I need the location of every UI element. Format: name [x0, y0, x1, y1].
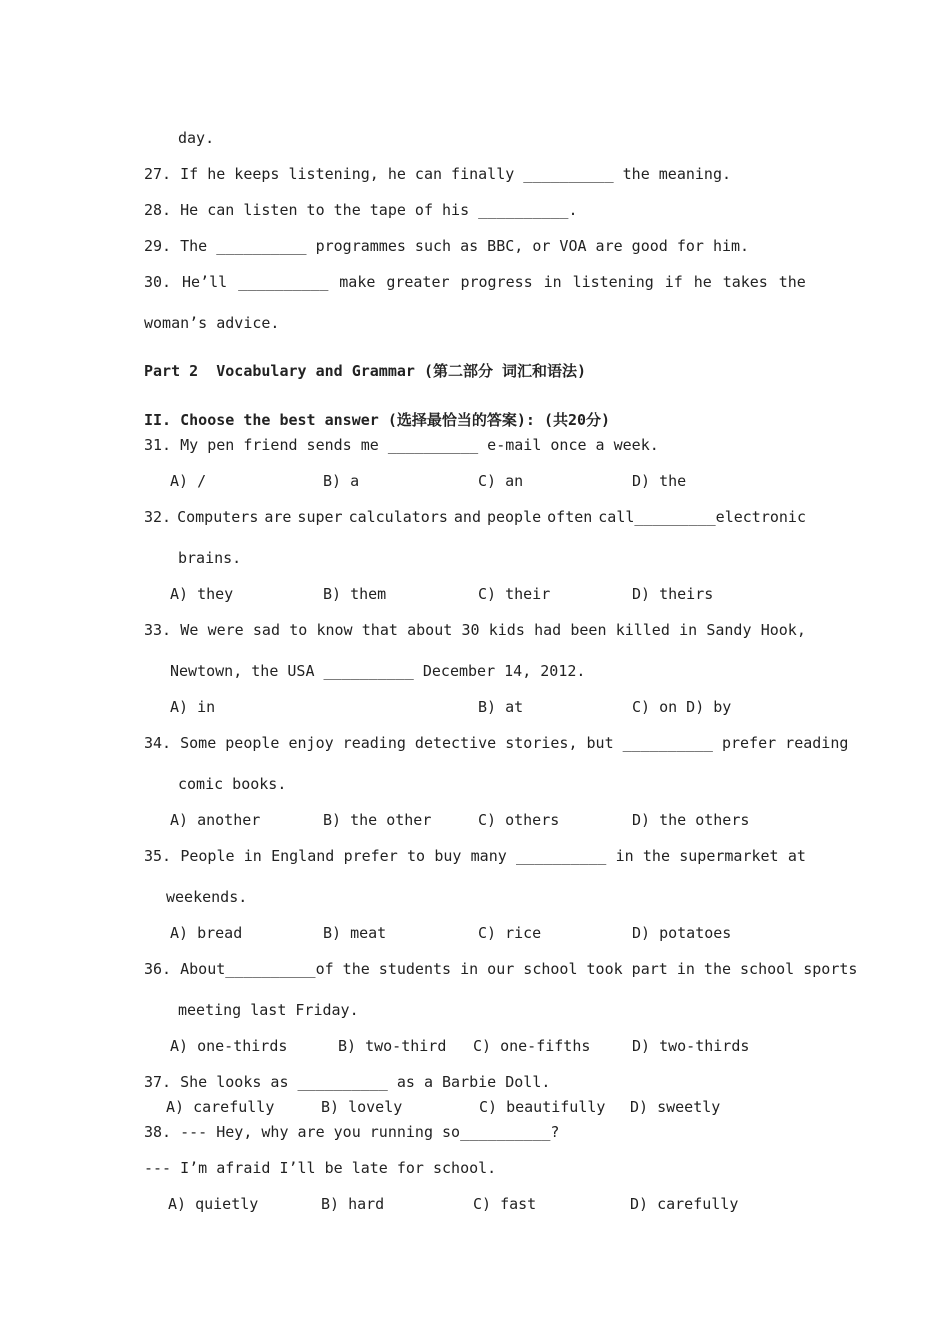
question-38-line2: --- I’m afraid I’ll be late for school.: [144, 1159, 497, 1177]
option-a: A) bread: [170, 924, 243, 942]
option-d: D) two-thirds: [632, 1037, 750, 1055]
question-36-line2: meeting last Friday.: [178, 1001, 359, 1019]
question-31: 31. My pen friend sends me __________ e-mail once a week.: [144, 436, 659, 454]
word: listening: [572, 273, 654, 291]
option-b: B) hard: [321, 1195, 385, 1213]
word: people: [486, 508, 542, 526]
question-34-line2: comic books.: [178, 775, 287, 793]
question-32-line1: [144, 507, 806, 527]
word: know: [316, 621, 353, 639]
option-b: B) lovely: [321, 1098, 403, 1116]
question-37: 37. She looks as __________ as a Barbie Doll.: [144, 1073, 551, 1091]
option-d: D) the others: [632, 811, 750, 829]
word: People: [180, 847, 235, 865]
word: make: [339, 273, 376, 291]
word: in: [615, 847, 634, 865]
word: Computers: [177, 508, 259, 526]
word: buy: [434, 847, 462, 865]
word: to: [407, 847, 426, 865]
word: to: [289, 621, 308, 639]
word: He’ll: [182, 273, 228, 291]
option-c: C) rice: [478, 924, 542, 942]
section-ii-heading: II. Choose the best answer (选择最恰当的答案): (共20分): [144, 411, 611, 429]
word: 30.: [144, 273, 172, 291]
question-33-line2: Newtown, the USA __________ December 14, 2012.: [170, 662, 586, 680]
option-b: B) two-third: [338, 1037, 447, 1055]
word: super: [297, 508, 343, 526]
word: supermarket: [679, 847, 779, 865]
word: Sandy: [706, 621, 752, 639]
option-a: A) they: [170, 585, 234, 603]
question-30-line1: [144, 272, 806, 292]
question-32-line2: brains.: [178, 549, 242, 567]
part2-heading: Part 2 Vocabulary and Grammar (第二部分 词汇和语法): [144, 362, 587, 380]
question-35-line2: weekends.: [166, 888, 248, 906]
word: Hook,: [760, 621, 806, 639]
option-a: A) carefully: [166, 1098, 275, 1116]
option-d: D) theirs: [632, 585, 714, 603]
word: 35.: [144, 847, 172, 865]
word: greater: [386, 273, 450, 291]
word: 32.: [144, 508, 172, 526]
word: 33.: [144, 621, 172, 639]
word: the: [778, 273, 806, 291]
option-d: D) carefully: [630, 1195, 739, 1213]
word: 30: [461, 621, 480, 639]
question-35-line1: [144, 846, 806, 866]
option-a: A) quietly: [168, 1195, 259, 1213]
word: been: [570, 621, 607, 639]
word: prefer: [343, 847, 398, 865]
option-b: B) meat: [323, 924, 387, 942]
option-a: A) in: [170, 698, 216, 716]
word: sad: [252, 621, 280, 639]
word: calculators: [348, 508, 448, 526]
option-c: C) fast: [473, 1195, 537, 1213]
word: about: [407, 621, 453, 639]
word: the: [642, 847, 670, 865]
option-c: C) others: [478, 811, 560, 829]
word: killed: [615, 621, 670, 639]
question-27: 27. If he keeps listening, he can finally __________ the meaning.: [144, 165, 731, 183]
word: progress: [460, 273, 533, 291]
option-b: B) a: [323, 472, 360, 490]
word: We: [180, 621, 199, 639]
option-a: A) one-thirds: [170, 1037, 288, 1055]
question-28: 28. He can listen to the tape of his __________.: [144, 201, 578, 219]
question-29: 29. The __________ programmes such as BBC, or VOA are good for him.: [144, 237, 750, 255]
word: often: [547, 508, 593, 526]
option-c: C) their: [478, 585, 551, 603]
word: at: [787, 847, 806, 865]
question-36-line1: 36. About__________of the students in our school took part in the school sports: [144, 960, 858, 978]
word: kids: [488, 621, 525, 639]
option-c: C) beautifully: [479, 1098, 606, 1116]
blank: __________: [516, 847, 607, 865]
word: England: [271, 847, 335, 865]
option-b: B) them: [323, 585, 387, 603]
blank: __________: [238, 273, 329, 291]
word: and: [453, 508, 481, 526]
word: in: [543, 273, 562, 291]
option-b: B) at: [478, 698, 524, 716]
word: many: [470, 847, 507, 865]
word: that: [361, 621, 398, 639]
question-33-line1: [144, 620, 806, 640]
word: call_________electronic: [598, 508, 806, 526]
word: he: [693, 273, 712, 291]
question-34-line1: 34. Some people enjoy reading detective stories, but __________ prefer reading: [144, 734, 849, 752]
option-c: C) one-fifths: [473, 1037, 591, 1055]
word: had: [534, 621, 562, 639]
option-d: D) the: [632, 472, 687, 490]
option-a: A) /: [170, 472, 207, 490]
word: in: [243, 847, 262, 865]
option-a: A) another: [170, 811, 261, 829]
question-30-line2: woman’s advice.: [144, 314, 280, 332]
option-d: D) sweetly: [630, 1098, 721, 1116]
word: in: [679, 621, 698, 639]
word: takes: [722, 273, 768, 291]
option-b: B) the other: [323, 811, 432, 829]
option-c-d: C) on D) by: [632, 698, 732, 716]
q26-continuation: day.: [178, 129, 215, 147]
question-38-line1: 38. --- Hey, why are you running so__________?: [144, 1123, 560, 1141]
option-d: D) potatoes: [632, 924, 732, 942]
word: if: [664, 273, 683, 291]
option-c: C) an: [478, 472, 524, 490]
word: are: [264, 508, 292, 526]
word: were: [207, 621, 244, 639]
